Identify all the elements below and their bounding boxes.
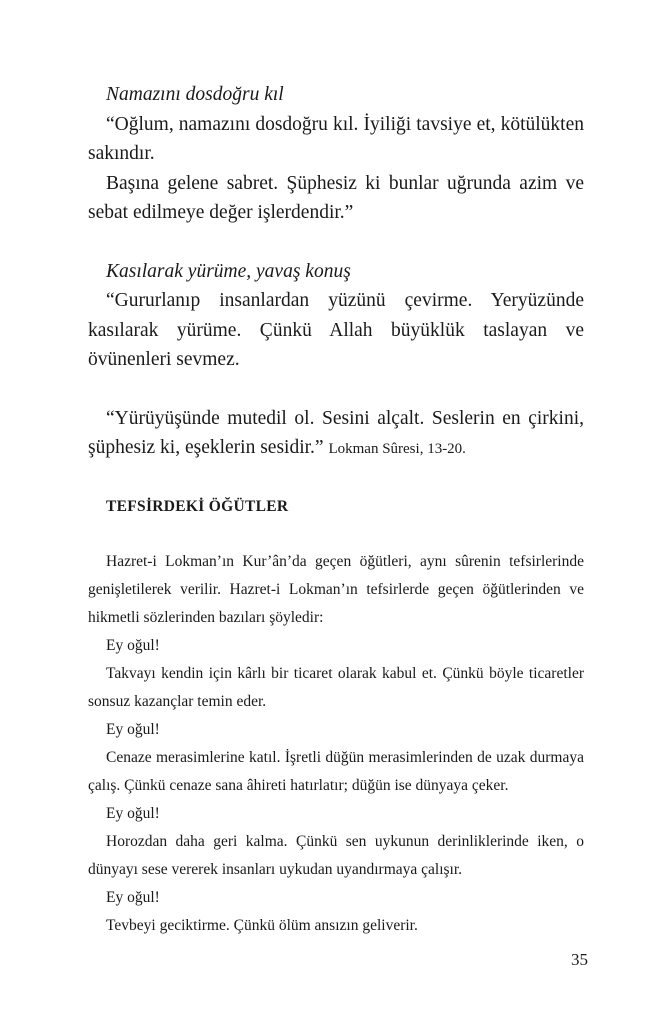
quote-paragraph: Başına gelene sabret. Şüphesiz ki bunlar uğrunda azim ve sebat edilmeye değer işlerdendir.” xyxy=(88,172,584,223)
address-line: Ey oğul! xyxy=(106,720,160,738)
spacer xyxy=(88,465,584,496)
page-body xyxy=(88,80,584,940)
citation: Lokman Sûresi, 13-20. xyxy=(328,441,466,457)
advice-paragraph: Horozdan daha geri kalma. Çünkü sen uykunun derinliklerinde iken, o dünyayı sese vererek insanları uykudan uyandırmaya çalışır. xyxy=(88,832,584,878)
advice-paragraph: Cenaze merasimlerine katıl. İşretli düğün merasimlerinden de uzak durmaya çalış. Çünkü cenaze sana âhireti hatırlatır; düğün ise dünyaya çeker. xyxy=(88,748,584,794)
spacer xyxy=(88,518,584,548)
intro-paragraph: Hazret-i Lokman’ın Kur’ân’da geçen öğütleri, aynı sûrenin tefsirlerinde genişletilerek verilir. Hazret-i Lokman’ın tefsirlerde geçen öğütlerinden ve hikmetli sözlerinden bazıları şöyledir: xyxy=(88,552,584,626)
section-heading-yurume: Kasılarak yürüme, yavaş konuş xyxy=(106,260,351,282)
section-title-tefsir: TEFSİRDEKİ ÖĞÜTLER xyxy=(106,497,289,515)
advice-paragraph: Takvayı kendin için kârlı bir ticaret olarak kabul et. Çünkü böyle ticaretler sonsuz kazançlar temin eder. xyxy=(88,664,584,710)
quote-paragraph: “Oğlum, namazını dosdoğru kıl. İyiliği tavsiye et, kötülükten sakındır. xyxy=(88,113,584,164)
advice-paragraph: Tevbeyi geciktirme. Çünkü ölüm ansızın geliverir. xyxy=(106,916,418,934)
spacer xyxy=(88,228,584,257)
quote-paragraph: “Gururlanıp insanlardan yüzünü çevirme. Yeryüzünde kasılarak yürüme. Çünkü Allah büyüklük taslayan ve övünenleri sevmez. xyxy=(88,290,584,370)
spacer xyxy=(88,375,584,404)
address-line: Ey oğul! xyxy=(106,636,160,654)
quote-paragraph-with-citation xyxy=(88,404,584,465)
quote-text: “Yürüyüşünde mutedil ol. Sesini alçalt. Seslerin en çirkini, şüphesiz ki, eşeklerin sesidir.” xyxy=(88,407,584,458)
address-line: Ey oğul! xyxy=(106,888,160,906)
page-number: 35 xyxy=(571,950,588,969)
address-line: Ey oğul! xyxy=(106,804,160,822)
section-heading-namaz: Namazını dosdoğru kıl xyxy=(106,84,284,105)
